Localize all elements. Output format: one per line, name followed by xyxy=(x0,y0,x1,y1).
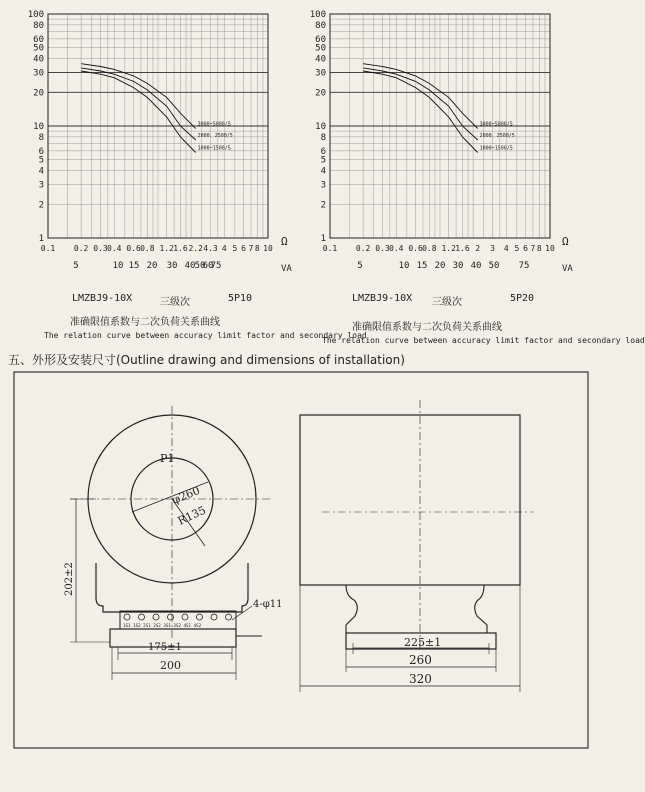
x-tick-label: 0.3 xyxy=(93,244,108,253)
label-p1: P1 xyxy=(160,452,175,465)
dim-holes: 4-φ11 xyxy=(253,599,283,610)
y-tick-label: 3 xyxy=(38,180,44,191)
x-unit-va: VA xyxy=(562,264,573,274)
va-tick-label: 50 xyxy=(194,261,206,271)
va-tick-label: 40 xyxy=(184,261,196,271)
terminal-screw xyxy=(124,614,130,620)
dim-height: 202±2 xyxy=(64,562,75,596)
x-tick-label: 1.2 xyxy=(441,244,456,253)
front-view xyxy=(70,406,272,680)
x-tick-label: 0.6 xyxy=(126,244,141,253)
y-tick-label: 20 xyxy=(33,88,44,99)
x-tick-label: 8 xyxy=(536,244,542,253)
y-tick-label: 20 xyxy=(315,88,326,99)
dim-diameter: φ260 xyxy=(170,483,202,507)
y-tick-label: 60 xyxy=(315,34,326,45)
y-tick-label: 10 xyxy=(33,122,44,132)
chart-left-model: LMZBJ9-10X xyxy=(72,293,133,304)
drawing-frame xyxy=(14,372,588,748)
x-tick-label: 0.1 xyxy=(322,244,338,253)
va-tick-label: 30 xyxy=(166,261,178,271)
x-unit-va: VA xyxy=(281,264,292,274)
chart-left-title-en: The relation curve between accuracy limit factor and secondary load xyxy=(44,331,367,340)
va-tick-label: 5 xyxy=(73,261,79,271)
chart-right-grade: 三级次 xyxy=(432,297,462,308)
va-tick-label: 20 xyxy=(146,261,158,271)
y-tick-label: 1 xyxy=(320,234,326,244)
y-tick-label: 40 xyxy=(315,54,326,65)
terminal-labels: 1S1 1S2 2S1 2S2 3S1 3S2 4S1 4S2 xyxy=(123,623,202,628)
terminal-screws xyxy=(124,614,232,620)
dim-hole-spacing-side: 225±1 xyxy=(404,636,442,649)
va-tick-label: 60 xyxy=(202,261,214,271)
y-tick-label: 100 xyxy=(27,10,44,20)
side-body xyxy=(300,415,520,585)
va-tick-label: 15 xyxy=(416,261,428,271)
y-tick-label: 1 xyxy=(38,234,44,244)
y-tick-label: 10 xyxy=(315,122,326,132)
y-tick-label: 4 xyxy=(320,166,326,177)
va-tick-label: 50 xyxy=(488,261,500,271)
x-tick-label: 1.6 xyxy=(455,244,470,253)
x-tick-label: 4 xyxy=(503,244,509,253)
curve-label: 2000、2500/5 xyxy=(479,132,515,139)
y-tick-label: 5 xyxy=(320,155,326,166)
terminal-screw xyxy=(182,614,188,620)
y-tick-label: 6 xyxy=(320,146,326,157)
curve-label: 3000~5000/5 xyxy=(479,121,513,128)
dim-hole-spacing-front: 175±1 xyxy=(148,642,182,653)
terminal-screw xyxy=(153,614,159,620)
curve-label: 3000~5000/5 xyxy=(197,121,231,128)
chart-left-accuracy: 5P10 xyxy=(228,293,253,304)
x-tick-label: 0.2 xyxy=(73,244,89,253)
x-tick-label: 4.3 xyxy=(203,244,218,253)
y-tick-label: 30 xyxy=(33,68,44,79)
x-tick-label: 0.2 xyxy=(355,244,371,253)
y-tick-label: 40 xyxy=(33,54,44,65)
x-tick-label: 0.8 xyxy=(140,244,155,253)
y-tick-label: 2 xyxy=(38,200,44,211)
va-tick-label: 30 xyxy=(452,261,464,271)
chart-left-grade: 三级次 xyxy=(160,297,190,308)
dim-total-width-side: 320 xyxy=(409,672,432,686)
va-tick-label: 10 xyxy=(398,261,410,271)
x-tick-label: 3 xyxy=(490,244,495,253)
x-tick-label: 7 xyxy=(248,244,254,253)
section-title: 五、外形及安装尺寸(Outline drawing and dimensions of installation) xyxy=(8,353,405,367)
x-tick-label: 6 xyxy=(241,244,247,253)
x-tick-label: 0.4 xyxy=(107,244,122,253)
x-tick-label: 0.4 xyxy=(389,244,404,253)
va-tick-label: 40 xyxy=(470,261,482,271)
y-tick-label: 4 xyxy=(38,166,44,177)
x-tick-label: 4 xyxy=(221,244,227,253)
x-tick-label: 0.3 xyxy=(375,244,390,253)
y-tick-label: 30 xyxy=(315,68,326,79)
x-unit-ohm: Ω xyxy=(281,235,288,248)
va-tick-label: 10 xyxy=(112,261,124,271)
dim-base-width-front: 200 xyxy=(160,659,181,672)
x-tick-label: 1.2 xyxy=(159,244,174,253)
x-tick-label: 10 xyxy=(263,244,273,253)
x-tick-label: 8 xyxy=(254,244,260,253)
terminal-screw xyxy=(211,614,217,620)
x-tick-label: 10 xyxy=(545,244,555,253)
x-tick-label: 6 xyxy=(523,244,529,253)
y-tick-label: 60 xyxy=(33,34,44,45)
terminal-screw xyxy=(226,614,232,620)
chart-right-model: LMZBJ9-10X xyxy=(352,293,413,304)
va-tick-label: 5 xyxy=(357,261,363,271)
va-tick-label: 20 xyxy=(434,261,446,271)
x-tick-label: 5 xyxy=(232,244,238,253)
terminal-screw xyxy=(197,614,203,620)
va-tick-label: 75 xyxy=(210,261,222,271)
y-tick-label: 100 xyxy=(309,10,326,20)
chart-right-accuracy: 5P20 xyxy=(510,293,535,304)
y-tick-label: 2 xyxy=(320,200,326,211)
x-tick-label: 2 xyxy=(475,244,481,253)
curve-label: 1000~1500/5 xyxy=(479,145,513,152)
x-tick-label: 0.6 xyxy=(408,244,423,253)
y-tick-label: 8 xyxy=(38,132,44,143)
x-tick-label: 5 xyxy=(514,244,520,253)
y-tick-label: 50 xyxy=(315,43,326,54)
y-tick-label: 80 xyxy=(315,20,326,31)
chart-left-title-cn: 准确限值系数与二次负荷关系曲线 xyxy=(70,317,220,328)
chart-right-title-en: The relation curve between accuracy limit factor and secondary load xyxy=(322,336,645,345)
y-tick-label: 5 xyxy=(38,155,44,166)
y-tick-label: 80 xyxy=(33,20,44,31)
chart-right-title-cn: 准确限值系数与二次负荷关系曲线 xyxy=(352,322,502,333)
side-base-right xyxy=(475,585,487,633)
y-tick-label: 6 xyxy=(38,146,44,157)
va-tick-label: 75 xyxy=(518,261,530,271)
terminal-screw xyxy=(139,614,145,620)
dim-radius: R135 xyxy=(175,503,208,528)
curve-label: 2000、2500/5 xyxy=(197,132,233,139)
y-tick-label: 50 xyxy=(33,43,44,54)
terminal-screw xyxy=(168,614,174,620)
va-tick-label: 15 xyxy=(128,261,140,271)
y-tick-label: 3 xyxy=(320,180,326,191)
y-tick-label: 8 xyxy=(320,132,326,143)
x-tick-label: 0.8 xyxy=(422,244,437,253)
dim-base-width-side: 260 xyxy=(409,653,432,667)
side-base-left xyxy=(346,585,357,633)
x-tick-label: 0.1 xyxy=(40,244,56,253)
x-tick-label: 1.6 xyxy=(173,244,188,253)
curve-label: 1000~1500/5 xyxy=(197,145,231,152)
x-tick-label: 2.2 xyxy=(188,244,203,253)
x-unit-ohm: Ω xyxy=(562,235,569,248)
x-tick-label: 7 xyxy=(530,244,536,253)
